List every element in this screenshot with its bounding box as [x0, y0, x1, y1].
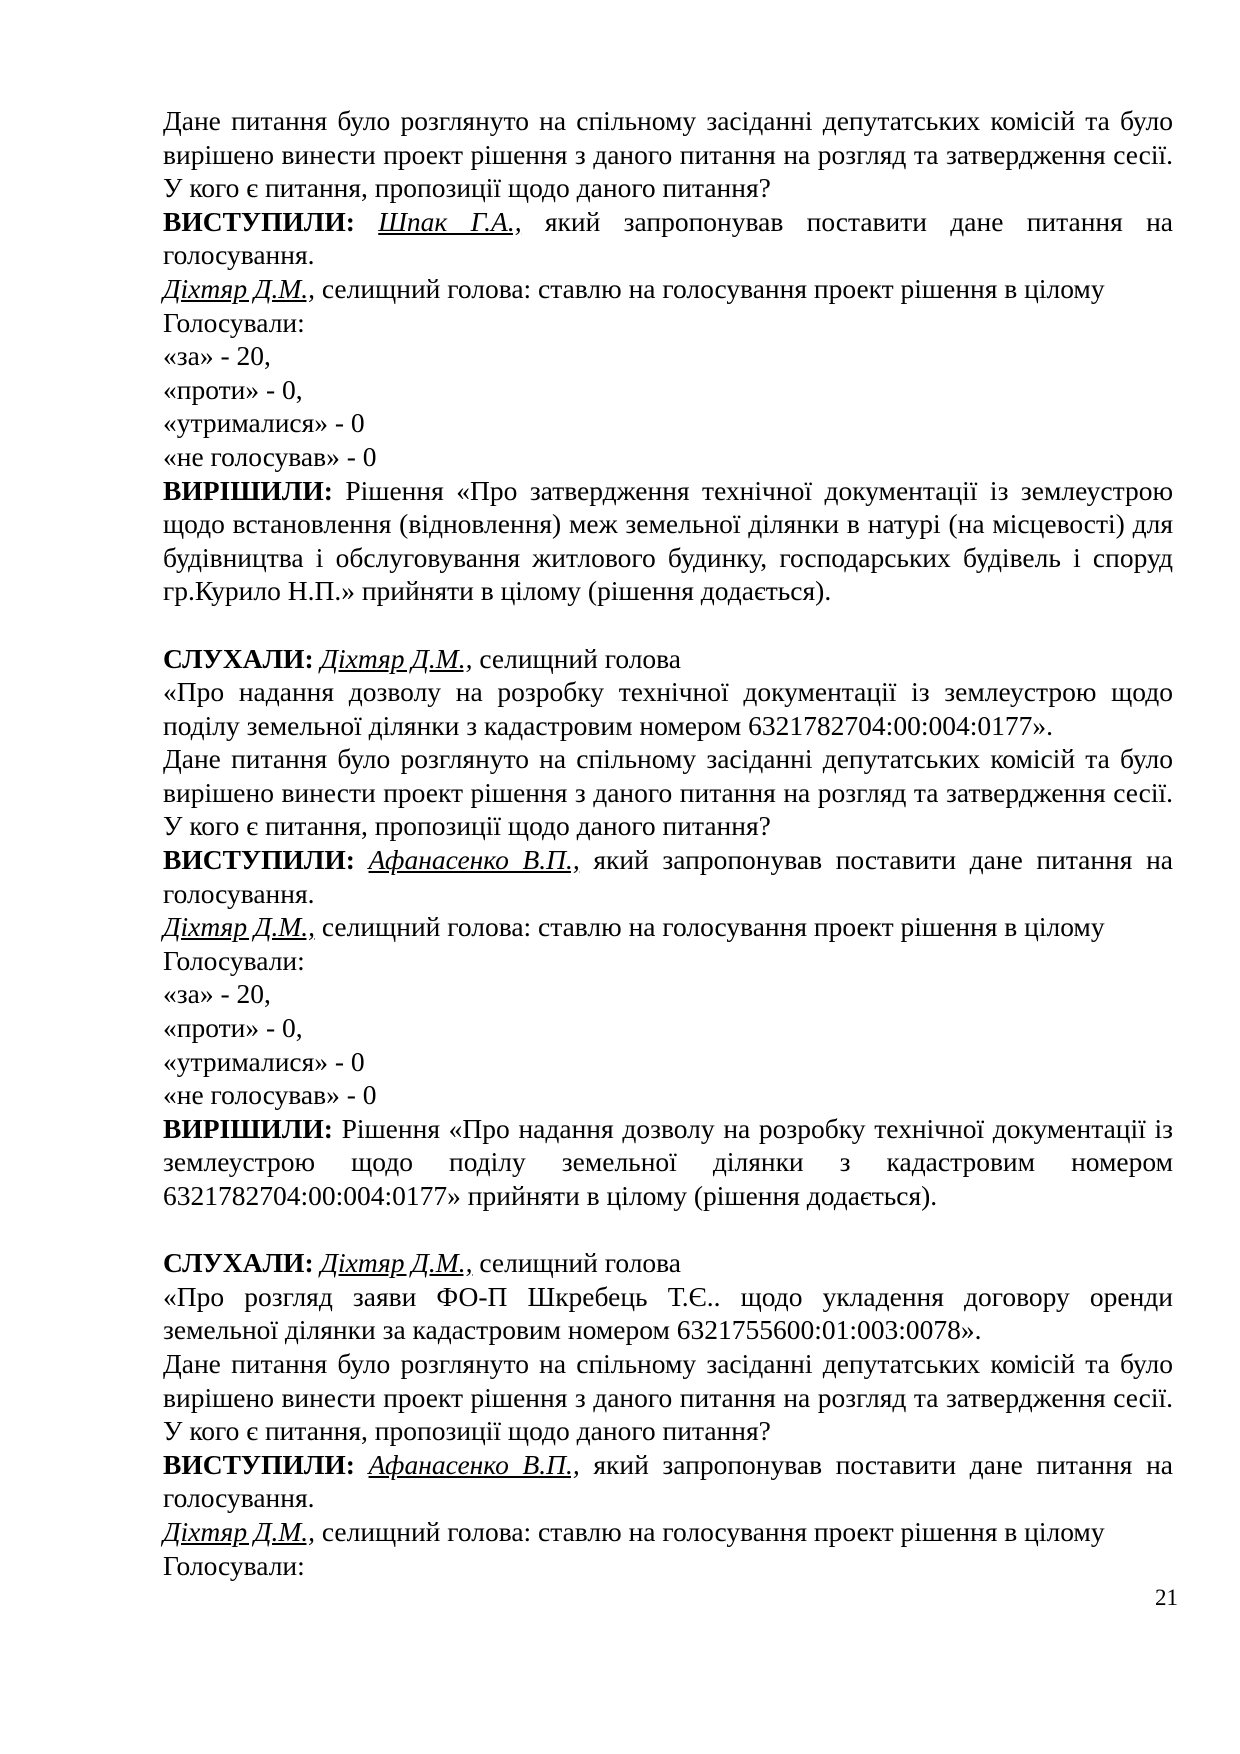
head-vote-call [163, 272, 1173, 306]
speaker-proposal: який запропонував поставити дане питання на голосування. [163, 844, 1173, 909]
voted-label: Голосували: [163, 944, 305, 976]
speakers-paragraph [163, 1448, 1173, 1515]
voted-label: Голосували: [163, 306, 305, 338]
head-name: Діхтяр Д.М., [163, 1515, 315, 1547]
topic-paragraph: «Про надання дозволу на розробку технічної документації із землеустрою щодо поділу земельної ділянки з кадастровим номером 6321782704:00:004:0177». [163, 676, 1173, 741]
speaker-name: Шпак Г.А., [378, 205, 522, 237]
head-name: Діхтяр Д.М., [163, 911, 315, 943]
discussion-paragraph: Дане питання було розглянуто на спільному засіданні депутатських комісій та було вирішено винести проект рішення з даного питання на розгляд та затвердження сесії. У кого є питання, пропозиції щодо даного питання? [163, 1347, 1173, 1447]
speaker-proposal: який запропонував поставити дане питання на голосування. [163, 1448, 1173, 1514]
head-vote-call [163, 1515, 1173, 1549]
vote-against: «проти» - 0, [163, 373, 303, 405]
speaker-proposal: який запропонував поставити дане питання на голосування. [163, 205, 1174, 271]
speakers-paragraph [163, 205, 1173, 272]
vote-abstained: «утрималися» - 0 [163, 1045, 365, 1077]
discussion-paragraph: Дане питання було розглянуто на спільному засіданні депутатських комісій та було вирішено винести проект рішення з даного питання на розгляд та затвердження сесії. У кого є питання, пропозиції щодо даного питання? [163, 743, 1173, 842]
heard-keyword: СЛУХАЛИ: [163, 1247, 314, 1279]
voted-label: Голосували: [163, 1549, 305, 1581]
heard-keyword: СЛУХАЛИ: [163, 642, 314, 674]
vote-for: «за» - 20, [163, 978, 271, 1010]
speakers-keyword: ВИСТУПИЛИ: [163, 1448, 355, 1480]
speaker-name: Афанасенко В.П., [368, 1448, 580, 1480]
discussion-paragraph: Дане питання було розглянуто на спільному засіданні депутатських комісій та було вирішено винести проект рішення з даного питання на розгляд та затвердження сесії. У кого є питання, пропозиції щодо даного питання? [163, 105, 1173, 204]
vote-not-voted: «не голосував» - 0 [163, 1079, 377, 1111]
head-vote-call-text: селищний голова: ставлю на голосування проект рішення в цілому [314, 272, 1105, 304]
heard-paragraph [163, 1246, 1173, 1280]
decision-paragraph [163, 1112, 1173, 1213]
decision-text: Рішення «Про надання дозволу на розробку технічної документації із землеустрою щодо поділу земельної ділянки з кадастровим номером 6321782704:00:004:0177» прийняти в цілому (рішення додається). [163, 1112, 1173, 1211]
vote-for: «за» - 20, [163, 340, 271, 372]
page-number: 21 [1155, 1585, 1178, 1610]
document-body [163, 104, 1173, 1582]
head-vote-call [163, 910, 1173, 944]
speakers-keyword: ВИСТУПИЛИ: [163, 844, 355, 876]
decision-keyword: ВИРІШИЛИ: [163, 474, 333, 506]
head-name: Діхтяр Д.М., [320, 1247, 473, 1279]
speakers-paragraph [163, 843, 1173, 910]
head-role: селищний голова [472, 642, 682, 674]
head-name: Діхтяр Д.М., [320, 642, 473, 674]
topic-paragraph: «Про розгляд заяви ФО-П Шкребець Т.Є.. щодо укладення договору оренди земельної ділянки за кадастровим номером 6321755600:01:003:0078». [163, 1280, 1173, 1346]
vote-abstained: «утрималися» - 0 [163, 407, 365, 439]
decision-paragraph [163, 474, 1173, 608]
head-name: Діхтяр Д.М., [163, 272, 315, 304]
head-role: селищний голова [472, 1247, 682, 1279]
section-spacer [163, 1213, 1173, 1247]
speakers-keyword: ВИСТУПИЛИ: [163, 205, 355, 237]
section-spacer [163, 608, 1173, 642]
decision-keyword: ВИРІШИЛИ: [163, 1112, 333, 1144]
head-vote-call-text: селищний голова: ставлю на голосування проект рішення в цілому [314, 1515, 1105, 1547]
decision-text: Рішення «Про затвердження технічної документації із землеустрою щодо встановлення (відновлення) меж земельної ділянки в натурі (на місцевості) для будівництва і обслуговування житлового будинку, господарських будівель і споруд гр.Курило Н.П.» прийняти в цілому (рішення додається). [163, 474, 1173, 607]
vote-not-voted: «не голосував» - 0 [163, 440, 377, 472]
heard-paragraph [163, 642, 1173, 676]
speaker-name: Афанасенко В.П., [368, 844, 580, 876]
vote-against: «проти» - 0, [163, 1012, 303, 1044]
head-vote-call-text: селищний голова: ставлю на голосування проект рішення в цілому [314, 911, 1105, 943]
